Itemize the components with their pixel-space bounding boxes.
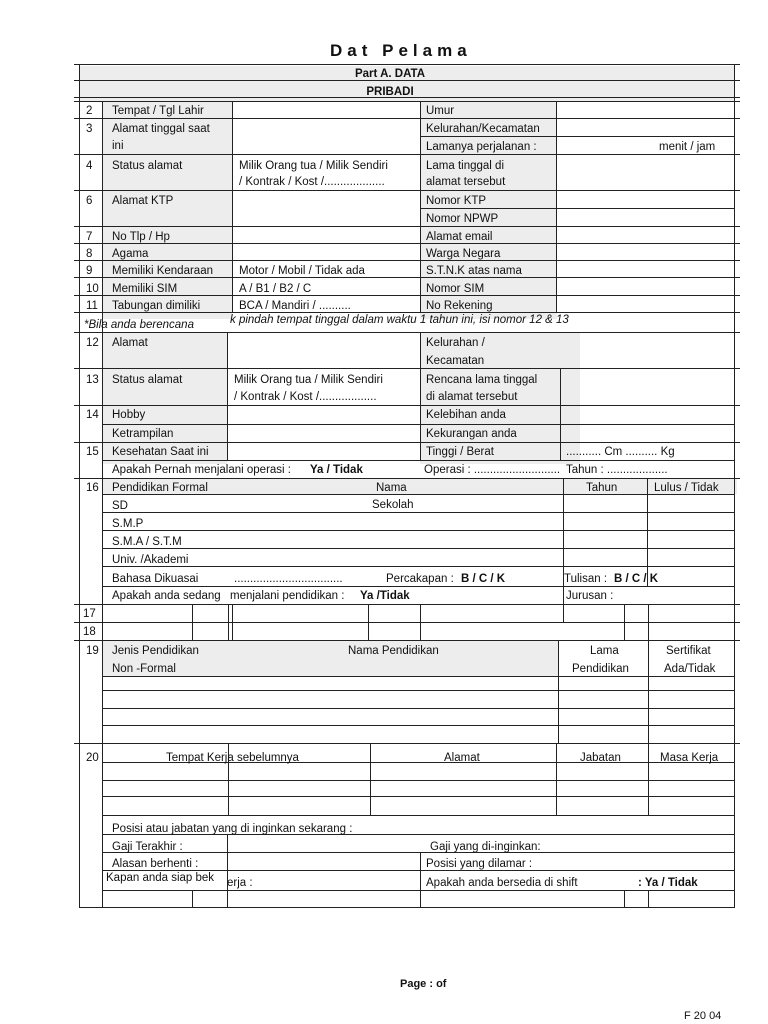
shift-yes-no: : Ya / Tidak <box>638 877 698 889</box>
planned-stay-label-2: di alamat tersebut <box>426 391 518 403</box>
start-date-label: Kapan anda siap bek <box>106 872 215 884</box>
travel-time-unit: menit / jam <box>659 141 716 153</box>
new-address-status-label: Status alamat <box>112 374 183 386</box>
level-smp: S.M.P <box>112 518 144 530</box>
nonformal-type-label-2: Non -Formal <box>112 663 176 675</box>
row-number: 2 <box>86 105 93 117</box>
expected-salary-label: Gaji yang di-inginkan: <box>430 841 541 853</box>
surgery-yes-no: Ya / Tidak <box>310 464 363 476</box>
row-number: 8 <box>86 248 93 260</box>
vehicle-options: Motor / Mobil / Tidak ada <box>239 265 365 277</box>
course-name-header: Nama Pendidikan <box>348 645 439 657</box>
row-number: 15 <box>86 446 99 458</box>
height-weight-label: Tinggi / Berat <box>426 446 494 458</box>
graduated-header: Lulus / Tidak <box>654 482 719 494</box>
duration-header: Lama <box>590 645 619 657</box>
health-label: Kesehatan Saat ini <box>112 446 209 458</box>
position-header: Jabatan <box>580 752 621 764</box>
savings-label: Tabungan dimiliki <box>112 300 201 312</box>
row-number: 17 <box>83 608 96 620</box>
start-date-label-2: erja : <box>227 877 253 889</box>
row-number: 6 <box>86 195 93 207</box>
sim-number-label: Nomor SIM <box>426 283 485 295</box>
sim-label: Memiliki SIM <box>112 283 178 295</box>
length-of-stay-label: Lama tinggal di <box>426 160 504 172</box>
formal-education-label: Pendidikan Formal <box>112 482 208 494</box>
kelurahan-label: Kelurahan/Kecamatan <box>426 123 540 135</box>
stnk-owner-label: S.T.N.K atas nama <box>426 265 522 277</box>
row-number: 13 <box>86 374 99 386</box>
row-number: 20 <box>86 752 99 764</box>
level-sma: S.M.A / S.T.M <box>112 536 182 548</box>
row-number: 11 <box>86 300 98 312</box>
ktp-number-label: Nomor KTP <box>426 195 487 207</box>
previous-workplace-header: Tempat Kerja sebelumnya <box>166 752 299 764</box>
address-status-options: Milik Orang tua / Milik Sendiri <box>239 160 388 172</box>
nationality-label: Warga Negara <box>426 248 501 260</box>
row-number: 18 <box>83 626 96 638</box>
speaking-levels: B / C / K <box>461 573 506 585</box>
row-number: 16 <box>86 482 99 494</box>
part-a-heading: Part A. DATA <box>354 68 426 80</box>
new-kelurahan-label: Kelurahan / <box>426 337 485 349</box>
certificate-header: Sertifikat <box>666 645 711 657</box>
surgery-type-label: Operasi : ........................... <box>424 464 561 476</box>
surgery-year-label: Tahun : ................... <box>566 464 668 476</box>
studying-question: Apakah anda sedang <box>112 590 221 602</box>
resign-reason-label: Alasan berhenti : <box>112 858 199 870</box>
account-number-label: No Rekening <box>426 300 493 312</box>
phone-label: No Tlp / Hp <box>112 231 170 243</box>
length-of-stay-label-2: alamat tersebut <box>426 176 506 188</box>
row-number: 14 <box>86 409 99 421</box>
page-number: Page : of <box>400 978 447 990</box>
birth-place-date-label: Tempat / Tgl Lahir <box>112 105 204 117</box>
form-code: F 20 04 <box>684 1010 722 1022</box>
last-salary-label: Gaji Terakhir : <box>112 841 183 853</box>
address-status-options-2: / Kontrak / Kost /................... <box>239 176 385 188</box>
level-sd: SD <box>112 500 128 512</box>
new-address-status-options-2: / Kontrak / Kost /.................. <box>234 391 377 403</box>
languages-dots: .................................. <box>234 573 343 585</box>
sim-options: A / B1 / B2 / C <box>239 283 312 295</box>
school-name-header: Nama <box>376 482 407 494</box>
certificate-header-2: Ada/Tidak <box>664 663 716 675</box>
npwp-number-label: Nomor NPWP <box>426 213 499 225</box>
shift-question: Apakah anda bersedia di shift <box>426 877 578 889</box>
height-weight-units: ........... Cm .......... Kg <box>566 446 675 458</box>
relocation-note-2: k pindah tempat tinggal dalam waktu 1 tahun ini, isi nomor 12 & 13 <box>230 314 569 326</box>
religion-label: Agama <box>112 248 149 260</box>
studying-yes-no: Ya /Tidak <box>360 590 410 602</box>
current-address-label: Alamat tinggal saat <box>112 123 210 135</box>
school-name-header-2: Sekolah <box>372 499 414 511</box>
row-number: 10 <box>86 283 99 295</box>
savings-options: BCA / Mandiri / .......... <box>239 300 351 312</box>
skill-label: Ketrampilan <box>112 428 174 440</box>
work-duration-header: Masa Kerja <box>660 752 719 764</box>
duration-header-2: Pendidikan <box>572 663 629 675</box>
row-number: 19 <box>86 645 99 657</box>
new-address-status-options: Milik Orang tua / Milik Sendiri <box>234 374 383 386</box>
email-label: Alamat email <box>426 231 493 243</box>
row-number: 4 <box>86 160 93 172</box>
pribadi-heading: PRIBADI <box>366 86 414 98</box>
travel-time-label: Lamanya perjalanan : <box>426 141 537 153</box>
new-address-label: Alamat <box>112 337 148 349</box>
weaknesses-label: Kekurangan anda <box>426 428 517 440</box>
writing-label: Tulisan : <box>564 573 608 585</box>
studying-question-2: menjalani pendidikan : <box>230 590 345 602</box>
applied-position-label: Posisi yang dilamar : <box>426 858 533 870</box>
relocation-note: *Bila anda berencana <box>84 319 194 331</box>
hobby-label: Hobby <box>112 409 146 421</box>
row-number: 7 <box>86 231 93 243</box>
address-status-label: Status alamat <box>112 160 183 172</box>
form-title: Dat Pelama <box>330 41 472 60</box>
year-header: Tahun <box>586 482 618 494</box>
languages-label: Bahasa Dikuasai <box>112 573 199 585</box>
row-number: 9 <box>86 265 93 277</box>
surgery-question: Apakah Pernah menjalani operasi : <box>112 464 292 476</box>
age-label: Umur <box>426 105 455 117</box>
row-number: 12 <box>86 337 99 349</box>
writing-levels: B / C / K <box>614 573 659 585</box>
level-university: Univ. /Akademi <box>112 554 189 566</box>
workplace-address-header: Alamat <box>444 752 480 764</box>
row-number: 3 <box>86 123 93 135</box>
nonformal-type-label: Jenis Pendidikan <box>112 645 199 657</box>
planned-stay-label: Rencana lama tinggal <box>426 374 538 386</box>
speaking-label: Percakapan : <box>386 573 454 585</box>
ktp-address-label: Alamat KTP <box>112 195 174 207</box>
current-address-label-2: ini <box>112 140 124 152</box>
desired-position-label: Posisi atau jabatan yang di inginkan sekarang : <box>112 823 353 835</box>
strengths-label: Kelebihan anda <box>426 409 506 421</box>
vehicle-label: Memiliki Kendaraan <box>112 265 213 277</box>
new-kecamatan-label: Kecamatan <box>426 355 485 367</box>
major-label: Jurusan : <box>566 590 614 602</box>
